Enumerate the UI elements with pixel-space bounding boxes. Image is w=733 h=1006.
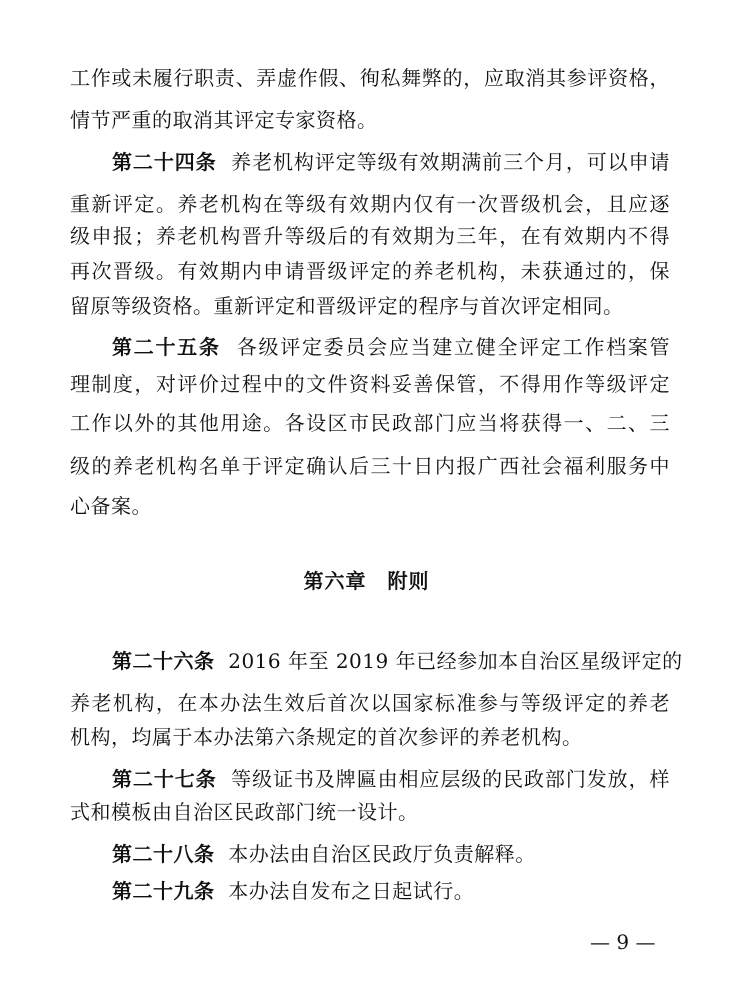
article-label: 第二十四条 xyxy=(112,150,217,174)
article-26-first-line xyxy=(112,647,683,675)
article-text: 本办法由自治区民政厅负责解释。 xyxy=(228,842,536,866)
article-label: 第二十六条 xyxy=(112,649,215,673)
paragraph-line: 心备案。 xyxy=(70,494,152,518)
article-25-first-line xyxy=(112,333,670,361)
paragraph-line: 留原等级资格。重新评定和晋级评定的程序与首次评定相同。 xyxy=(70,294,624,318)
article-24-first-line xyxy=(112,148,670,176)
paragraph-line: 再次晋级。有效期内申请晋级评定的养老机构，未获通过的，保 xyxy=(70,259,670,283)
paragraph-line: 情节严重的取消其评定专家资格。 xyxy=(70,108,378,132)
article-text: 等级证书及牌匾由相应层级的民政部门发放，样 xyxy=(231,767,671,791)
paragraph-line: 重新评定。养老机构在等级有效期内仅有一次晋级机会，且应逐 xyxy=(70,192,670,216)
article-text: 2016 年至 2019 年已经参加本自治区星级评定的 xyxy=(228,649,683,673)
article-label: 第二十八条 xyxy=(112,842,215,866)
article-label: 第二十九条 xyxy=(112,879,215,903)
article-28-line xyxy=(112,840,670,868)
article-27-first-line xyxy=(112,765,670,793)
paragraph-line: 工作或未履行职责、弄虚作假、徇私舞弊的，应取消其参评资格， xyxy=(70,66,670,90)
article-text: 各级评定委员会应当建立健全评定工作档案管 xyxy=(236,335,671,359)
article-label: 第二十七条 xyxy=(112,767,217,791)
paragraph-line: 级申报；养老机构晋升等级后的有效期为三年，在有效期内不得 xyxy=(70,224,670,248)
article-label: 第二十五条 xyxy=(112,335,221,359)
paragraph-line: 工作以外的其他用途。各设区市民政部门应当将获得一、二、三 xyxy=(70,411,670,435)
paragraph-line: 养老机构，在本办法生效后首次以国家标准参与等级评定的养老 xyxy=(70,691,670,715)
article-29-line xyxy=(112,877,670,905)
paragraph-line: 级的养老机构名单于评定确认后三十日内报广西社会福利服务中 xyxy=(70,454,670,478)
page-number: — 9 — xyxy=(590,930,656,954)
paragraph-line: 理制度，对评价过程中的文件资料妥善保管，不得用作等级评定 xyxy=(70,372,670,396)
chapter-title: 第六章 附则 xyxy=(303,569,430,593)
paragraph-line: 式和模板由自治区民政部门统一设计。 xyxy=(70,800,419,824)
paragraph-line: 机构，均属于本办法第六条规定的首次参评的养老机构。 xyxy=(70,725,583,749)
article-text: 养老机构评定等级有效期满前三个月，可以申请 xyxy=(231,150,671,174)
article-text: 本办法自发布之日起试行。 xyxy=(228,879,475,903)
